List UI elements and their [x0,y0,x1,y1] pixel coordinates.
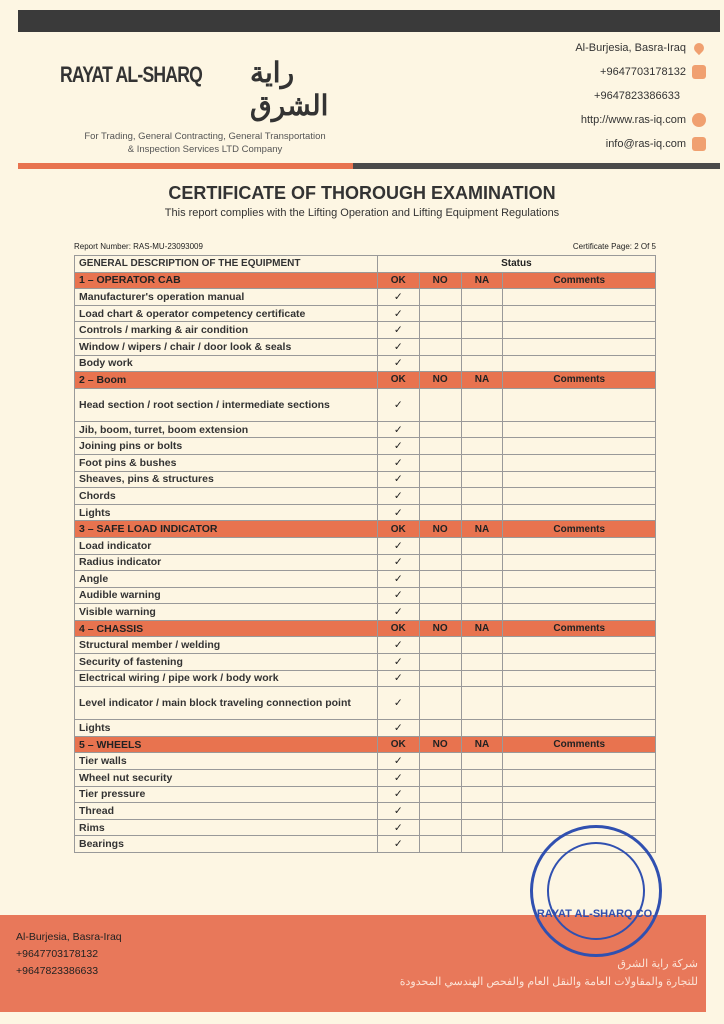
section-title: 2 – Boom [75,372,378,389]
ok-check-icon: ✓ [377,819,419,836]
no-cell [419,537,461,554]
na-cell [461,587,503,604]
item-label: Security of fastening [75,654,378,671]
item-label: Lights [75,504,378,521]
ok-check-icon: ✓ [377,786,419,803]
ok-check-icon: ✓ [377,753,419,770]
na-cell [461,753,503,770]
item-label: Load indicator [75,537,378,554]
no-cell [419,770,461,787]
table-row [75,537,656,554]
item-label: Tier pressure [75,786,378,803]
col-na: NA [461,736,503,753]
no-cell [419,488,461,505]
item-label: Sheaves, pins & structures [75,471,378,488]
col-ok: OK [377,521,419,538]
na-cell [461,803,503,820]
footer-company-ar: شركة راية الشرق [617,958,698,970]
no-cell [419,637,461,654]
status-header: Status [377,256,655,273]
ok-check-icon: ✓ [377,289,419,306]
no-cell [419,554,461,571]
na-cell [461,355,503,372]
item-label: Head section / root section / intermediate sections [75,388,378,421]
na-cell [461,438,503,455]
item-label: Bearings [75,836,378,853]
ok-check-icon: ✓ [377,488,419,505]
comments-cell [503,554,656,571]
comments-cell [503,421,656,438]
item-label: Audible warning [75,587,378,604]
section-header-row [75,272,656,289]
location-pin-icon [692,41,706,55]
ok-check-icon: ✓ [377,438,419,455]
table-row [75,803,656,820]
table-row [75,587,656,604]
na-cell [461,819,503,836]
comments-cell [503,504,656,521]
comments-cell [503,770,656,787]
ok-check-icon: ✓ [377,637,419,654]
no-cell [419,421,461,438]
table-row [75,421,656,438]
email-link[interactable]: info@ras-iq.com [605,138,686,150]
section-header-row [75,521,656,538]
table-row [75,322,656,339]
table-row [75,670,656,687]
company-name-ar: راية الشرق [250,57,329,121]
na-cell [461,670,503,687]
divider-dark [353,163,720,169]
na-cell [461,687,503,720]
na-cell [461,421,503,438]
col-ok: OK [377,372,419,389]
table-row [75,604,656,621]
ok-check-icon: ✓ [377,836,419,853]
ok-check-icon: ✓ [377,454,419,471]
item-label: Foot pins & bushes [75,454,378,471]
phone-icon [692,65,706,79]
section-title: 4 – CHASSIS [75,620,378,637]
no-cell [419,504,461,521]
header-bar [18,10,720,32]
no-cell [419,819,461,836]
comments-cell [503,355,656,372]
no-cell [419,654,461,671]
table-row [75,305,656,322]
section-title: 1 – OPERATOR CAB [75,272,378,289]
certificate-page: Certificate Page: 2 Of 5 [572,242,656,251]
col-comments: Comments [503,620,656,637]
item-label: Window / wipers / chair / door look & seals [75,338,378,355]
na-cell [461,289,503,306]
item-label: Thread [75,803,378,820]
no-cell [419,289,461,306]
col-ok: OK [377,736,419,753]
comments-cell [503,786,656,803]
item-label: Rims [75,819,378,836]
item-label: Tier walls [75,753,378,770]
comments-cell [503,488,656,505]
col-no: NO [419,272,461,289]
na-cell [461,454,503,471]
no-cell [419,305,461,322]
no-cell [419,322,461,339]
ok-check-icon: ✓ [377,504,419,521]
ok-check-icon: ✓ [377,670,419,687]
ok-check-icon: ✓ [377,720,419,737]
na-cell [461,554,503,571]
general-description-header: GENERAL DESCRIPTION OF THE EQUIPMENT [75,256,378,273]
footer-tagline-ar: للتجارة والمقاولات العامة والنقل العام والفحص الهندسي المحدودة [399,976,698,988]
comments-cell [503,604,656,621]
company-stamp [530,825,662,957]
comments-cell [503,289,656,306]
item-label: Joining pins or bolts [75,438,378,455]
item-label: Manufacturer's operation manual [75,289,378,306]
stamp-text: RAYAT AL-SHARQ CO. [536,908,656,920]
col-comments: Comments [503,736,656,753]
no-cell [419,355,461,372]
na-cell [461,720,503,737]
comments-cell [503,654,656,671]
report-number: Report Number: RAS-MU-23093009 [74,242,203,251]
item-label: Angle [75,571,378,588]
page-subtitle: This report complies with the Lifting Operation and Lifting Equipment Regulations [164,207,560,219]
na-cell [461,836,503,853]
na-cell [461,654,503,671]
table-row [75,355,656,372]
section-title: 3 – SAFE LOAD INDICATOR [75,521,378,538]
no-cell [419,388,461,421]
table-row [75,753,656,770]
ok-check-icon: ✓ [377,537,419,554]
company-name-en: RAYAT AL-SHARQ [60,62,203,87]
contact-info [575,36,706,156]
item-label: Controls / marking & air condition [75,322,378,339]
col-comments: Comments [503,272,656,289]
comments-cell [503,322,656,339]
col-no: NO [419,736,461,753]
col-comments: Comments [503,521,656,538]
table-row [75,637,656,654]
col-comments: Comments [503,372,656,389]
na-cell [461,322,503,339]
comments-cell [503,438,656,455]
table-row [75,338,656,355]
comments-cell [503,454,656,471]
divider-orange [18,163,353,169]
col-no: NO [419,620,461,637]
page-title: CERTIFICATE OF THOROUGH EXAMINATION [168,183,556,203]
section-header-row [75,736,656,753]
comments-cell [503,537,656,554]
phone-1: +9647703178132 [600,66,686,78]
item-label: Level indicator / main block traveling connection point [75,687,378,720]
no-cell [419,670,461,687]
item-label: Electrical wiring / pipe work / body work [75,670,378,687]
table-header-row [75,256,656,273]
examination-table [74,255,656,853]
tagline-line-1: For Trading, General Contracting, General Transportation [84,131,326,142]
table-row [75,720,656,737]
no-cell [419,786,461,803]
na-cell [461,604,503,621]
ok-check-icon: ✓ [377,388,419,421]
section-header-row [75,372,656,389]
item-label: Wheel nut security [75,770,378,787]
no-cell [419,836,461,853]
item-label: Visible warning [75,604,378,621]
ok-check-icon: ✓ [377,571,419,588]
table-row [75,504,656,521]
table-row [75,786,656,803]
col-no: NO [419,521,461,538]
na-cell [461,637,503,654]
table-row [75,488,656,505]
na-cell [461,338,503,355]
table-row [75,554,656,571]
na-cell [461,388,503,421]
item-label: Jib, boom, turret, boom extension [75,421,378,438]
no-cell [419,604,461,621]
na-cell [461,571,503,588]
ok-check-icon: ✓ [377,421,419,438]
table-row [75,571,656,588]
na-cell [461,305,503,322]
tagline-line-2: & Inspection Services LTD Company [127,144,283,155]
ok-check-icon: ✓ [377,770,419,787]
ok-check-icon: ✓ [377,305,419,322]
phone-2: +9647823386633 [594,90,680,102]
item-label: Lights [75,720,378,737]
item-label: Body work [75,355,378,372]
col-ok: OK [377,620,419,637]
col-na: NA [461,272,503,289]
na-cell [461,537,503,554]
no-cell [419,687,461,720]
comments-cell [503,571,656,588]
table-row [75,770,656,787]
footer-phone-1: +9647703178132 [16,948,99,960]
col-ok: OK [377,272,419,289]
ok-check-icon: ✓ [377,604,419,621]
col-na: NA [461,521,503,538]
comments-cell [503,471,656,488]
comments-cell [503,720,656,737]
ok-check-icon: ✓ [377,338,419,355]
comments-cell [503,637,656,654]
website-link[interactable]: http://www.ras-iq.com [580,114,686,126]
comments-cell [503,305,656,322]
address: Al-Burjesia, Basra-Iraq [575,42,686,54]
table-row [75,687,656,720]
col-na: NA [461,620,503,637]
na-cell [461,488,503,505]
mail-icon [692,137,706,151]
ok-check-icon: ✓ [377,355,419,372]
col-no: NO [419,372,461,389]
no-cell [419,720,461,737]
no-cell [419,454,461,471]
globe-icon [692,113,706,127]
ok-check-icon: ✓ [377,587,419,604]
no-cell [419,753,461,770]
ok-check-icon: ✓ [377,654,419,671]
no-cell [419,803,461,820]
ok-check-icon: ✓ [377,322,419,339]
ok-check-icon: ✓ [377,803,419,820]
item-label: Structural member / welding [75,637,378,654]
ok-check-icon: ✓ [377,471,419,488]
comments-cell [503,338,656,355]
na-cell [461,504,503,521]
table-row [75,289,656,306]
no-cell [419,471,461,488]
no-cell [419,438,461,455]
ok-check-icon: ✓ [377,554,419,571]
table-row [75,654,656,671]
table-row [75,438,656,455]
item-label: Chords [75,488,378,505]
ok-check-icon: ✓ [377,687,419,720]
comments-cell [503,753,656,770]
company-tagline [60,130,350,156]
comments-cell [503,687,656,720]
footer-address: Al-Burjesia, Basra-Iraq [16,931,122,943]
footer-phone-2: +9647823386633 [16,965,99,977]
comments-cell [503,587,656,604]
no-cell [419,571,461,588]
no-cell [419,338,461,355]
na-cell [461,471,503,488]
comments-cell [503,388,656,421]
comments-cell [503,803,656,820]
no-cell [419,587,461,604]
table-row [75,388,656,421]
section-header-row [75,620,656,637]
company-logo [60,38,360,128]
na-cell [461,786,503,803]
section-title: 5 – WHEELS [75,736,378,753]
col-na: NA [461,372,503,389]
item-label: Load chart & operator competency certificate [75,305,378,322]
item-label: Radius indicator [75,554,378,571]
na-cell [461,770,503,787]
table-row [75,454,656,471]
table-row [75,471,656,488]
comments-cell [503,670,656,687]
